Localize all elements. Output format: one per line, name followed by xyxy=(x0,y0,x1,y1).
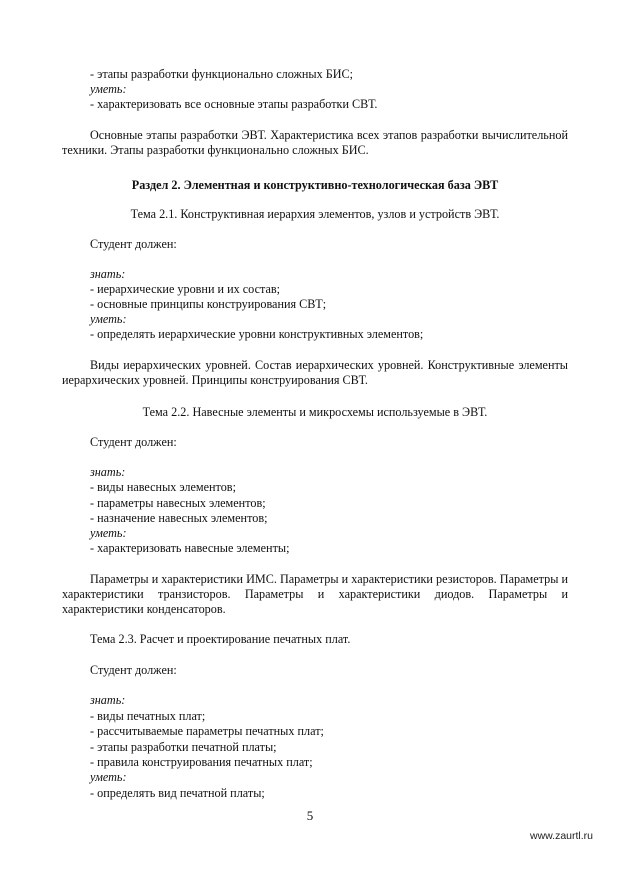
student-must: Студент должен: xyxy=(90,663,177,677)
site-watermark-link[interactable]: www.zaurtl.ru xyxy=(529,830,593,842)
list-item: - определять иерархические уровни конструктивных элементов; xyxy=(90,327,424,341)
list-item: - основные принципы конструирования СВТ; xyxy=(90,297,327,311)
paragraph: Основные этапы разработки ЭВТ. Характеристика всех этапов разработки вычислительной техники. Этапы разработки функционально сложных БИС. xyxy=(62,128,568,157)
topic-heading: Тема 2.1. Конструктивная иерархия элементов, узлов и устройств ЭВТ. xyxy=(130,207,500,221)
list-item: - назначение навесных элементов; xyxy=(90,511,268,525)
paragraph: Параметры и характеристики ИМС. Параметры и характеристики резисторов. Параметры и характеристики транзисторов. Параметры и характеристики диодов. Параметры и характеристики конденсаторов. xyxy=(62,572,568,616)
section-heading: Раздел 2. Элементная и конструктивно-технологическая база ЭВТ xyxy=(131,178,499,192)
paragraph: Виды иерархических уровней. Состав иерархических уровней. Конструктивные элементы иерархических уровней. Принципы конструирования СВТ. xyxy=(62,358,568,387)
subheading-can: уметь: xyxy=(90,526,127,540)
student-must: Студент должен: xyxy=(90,237,177,251)
subheading-can: уметь: xyxy=(90,770,127,784)
subheading-know: знать: xyxy=(90,693,126,707)
list-item: - характеризовать навесные элементы; xyxy=(90,541,290,555)
page-number: 5 xyxy=(306,808,314,823)
subheading-know: знать: xyxy=(90,267,126,281)
list-item: - правила конструирования печатных плат; xyxy=(90,755,313,769)
topic-heading: Тема 2.3. Расчет и проектирование печатных плат. xyxy=(90,632,351,646)
subheading-can: уметь: xyxy=(90,82,127,96)
subheading-can: уметь: xyxy=(90,312,127,326)
list-item: - рассчитываемые параметры печатных плат; xyxy=(90,724,324,738)
list-item: - параметры навесных элементов; xyxy=(90,496,266,510)
list-item: - виды навесных элементов; xyxy=(90,480,236,494)
list-item: - этапы разработки печатной платы; xyxy=(90,740,277,754)
topic-heading: Тема 2.2. Навесные элементы и микросхемы используемые в ЭВТ. xyxy=(142,405,488,419)
list-item: - характеризовать все основные этапы разработки СВТ. xyxy=(90,97,378,111)
subheading-know: знать: xyxy=(90,465,126,479)
student-must: Студент должен: xyxy=(90,435,177,449)
list-item: - иерархические уровни и их состав; xyxy=(90,282,281,296)
list-item: - виды печатных плат; xyxy=(90,709,206,723)
list-item: - этапы разработки функционально сложных БИС; xyxy=(90,67,354,81)
list-item: - определять вид печатной платы; xyxy=(90,786,265,800)
